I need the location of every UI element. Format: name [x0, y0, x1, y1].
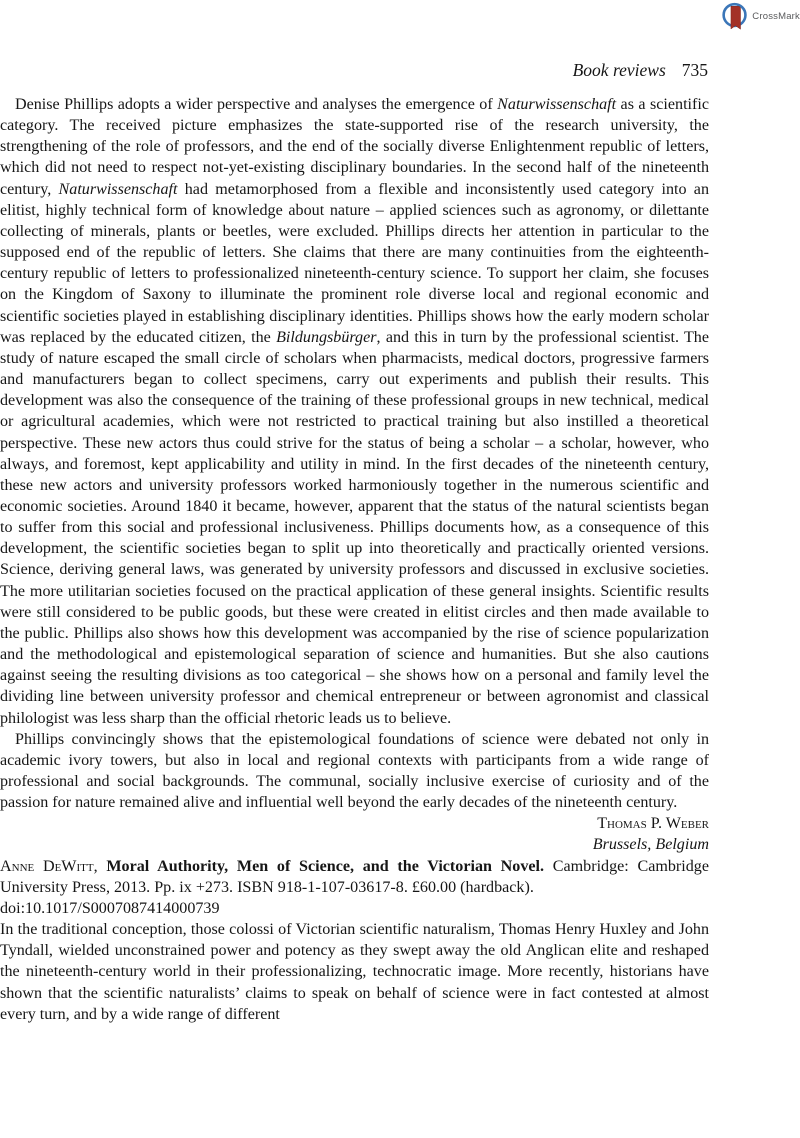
- crossmark-logo-icon: [722, 2, 749, 31]
- crossmark-label: CrossMark: [752, 11, 800, 22]
- running-head-title: Book reviews: [572, 60, 666, 80]
- reviewer-location: Brussels, Belgium: [592, 836, 709, 854]
- citation-publication: Cambridge: Cambridge University Press, 2013. Pp. ix +273. ISBN 918-1-107-03617-8. £60.00 (hardback).: [0, 857, 709, 896]
- citation-doi: doi:10.1017/S0007087414000739: [0, 899, 220, 917]
- page-content: [0, 80, 709, 1025]
- crossmark-badge[interactable]: [722, 2, 800, 31]
- citation-author: Anne DeWitt: [0, 857, 94, 875]
- running-head: [0, 0, 708, 80]
- review1-paragraph-1: Denise Phillips adopts a wider perspective and analyses the emergence of Naturwissenschaft as a scientific category. The received picture emphasizes the state-supported rise of the research university, the strengthening of the role of professors, and the end of the socially diverse Enlightenment republic of letters, which did not need to respect not-yet-existing disciplinary boundaries. In the second half of the nineteenth century, Naturwissenschaft had metamorphosed from a flexible and inconsistently used category into an elitist, highly technical form of knowledge about nature – applied sciences such as agronomy, or dilettante collecting of minerals, plants or beetles, were excluded. Phillips directs her attention in particular to the supposed end of the republic of letters. She claims that there are many continuities from the eighteenth-century republic of letters to professionalized nineteenth-century science. To support her claim, she focuses on the Kingdom of Saxony to illuminate the prominent role diverse local and regional economic and scientific societies played in establishing disciplinary identities. Phillips shows how the early modern scholar was replaced by the educated citizen, the Bildungsbürger, and this in turn by the professional scientist. The study of nature escaped the small circle of scholars when pharmacists, medical doctors, progressive farmers and manufacturers began to collect specimens, carry out experiments and publish their results. This development was also the consequence of the training of these professional groups in new technical, medical or agricultural academies, which were not restricted to practical training but also instilled a theoretical perspective. These new actors thus could strive for the status of being a scholar – a scholar, however, who always, and foremost, kept applicability and utility in mind. In the first decades of the nineteenth century, these new actors and university professors worked harmoniously together in the numerous scientific and economic societies. Around 1840 it became, however, apparent that the status of the natural scientists began to suffer from this social and professional inclusiveness. Phillips documents how, as a consequence of this development, the scientific societies began to split up into theoretically and practically oriented versions. Science, deriving general laws, was generated by university professors and discussed in exclusive societies. The more utilitarian societies focused on the practical application of these general insights. Scientific results were still considered to be public goods, but these were created in elitist circles and then made available to the public. Phillips also shows how this development was accompanied by the rise of science popularization and the methodological and epistemological separation of science and humanities. But she also cautions against seeing the resulting divisions as too categorical – she shows how on a personal and family level the dividing line between university professor and chemical entrepreneur or between agronomist and classical philologist was less sharp than the official rhetoric leads us to believe.: [0, 96, 709, 727]
- page-number: 735: [681, 60, 708, 80]
- review1-paragraph-2: Phillips convincingly shows that the epistemological foundations of science were debated not only in academic ivory towers, but also in local and regional contexts with participants from a wide range of professional and social backgrounds. The communal, socially inclusive exercise of curiosity and of the passion for nature remained alive and influential well beyond the early decades of the nineteenth century.: [0, 730, 709, 812]
- reviewer-signature: [0, 813, 709, 855]
- citation-author-suffix: ,: [93, 857, 107, 875]
- book-citation: [0, 856, 709, 919]
- citation-book-title: Moral Authority, Men of Science, and the Victorian Novel.: [106, 857, 545, 875]
- review2-paragraph-1: In the traditional conception, those colossi of Victorian scientific naturalism, Thomas Henry Huxley and John Tyndall, wielded unconstrained power and potency as they swept away the old Anglican elite and reshaped the nineteenth-century world in their professionalizing, technocratic image. More recently, historians have shown that the scientific naturalists’ claims to speak on behalf of science were in fact contested at almost every turn, and by a wide range of different: [0, 921, 709, 1023]
- reviewer-name: Thomas P. Weber: [597, 815, 709, 833]
